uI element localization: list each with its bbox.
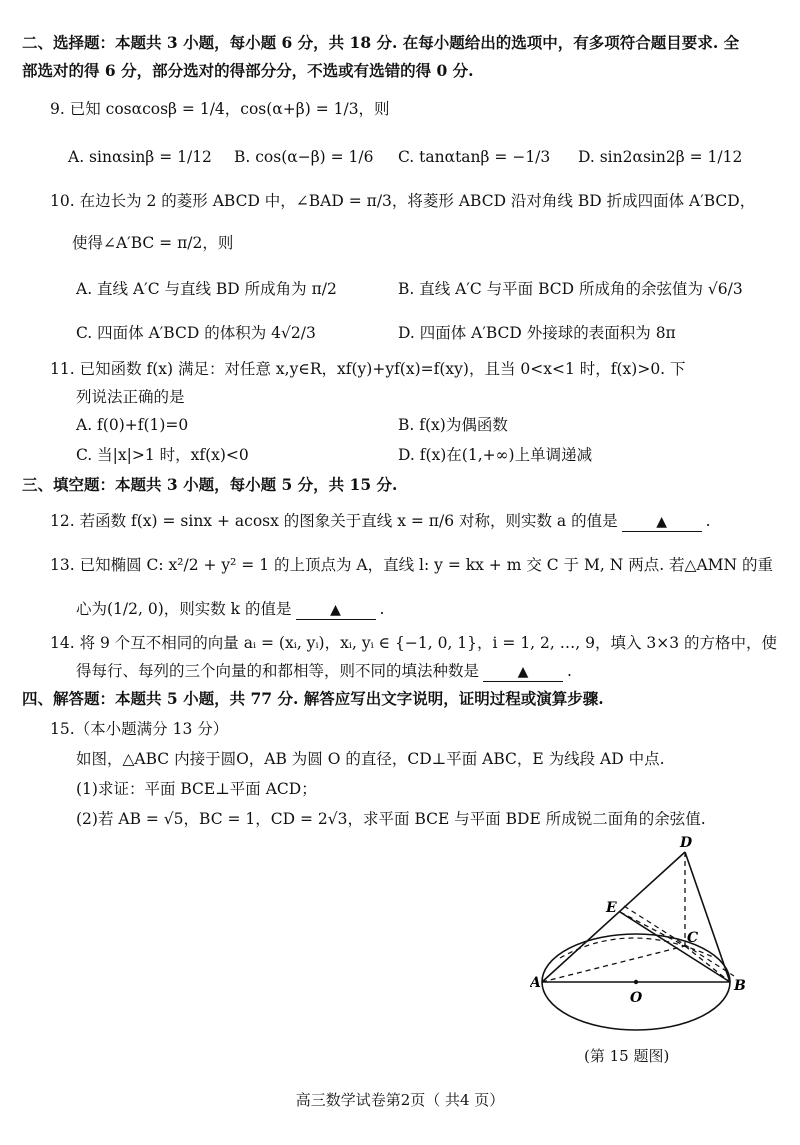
q11-stem-line1: 11. 已知函数 f(x) 满足：对任意 x,y∈R，xf(y)+yf(x)=f(xy)，且当 0<x<1 时，f(x)>0. 下 xyxy=(50,360,686,378)
q12-blank-marker: ▲ xyxy=(656,514,667,530)
q11-option-c: C. 当|x|>1 时，xf(x)<0 xyxy=(76,446,249,464)
q14-line2: 得每行、每列的三个向量的和都相等，则不同的填法种数是 xyxy=(76,662,480,680)
q11-option-a: A. f(0)+f(1)=0 xyxy=(76,416,189,434)
q9-option-b: B. cos(α−β) = 1/6 xyxy=(234,148,374,166)
section4-heading: 四、解答题：本题共 5 小题，共 77 分. 解答应写出文字说明，证明过程或演算步骤. xyxy=(22,689,604,708)
q12-text: 12. 若函数 f(x) = sinx + acosx 的图象关于直线 x = π/6 对称，则实数 a 的值是 xyxy=(50,512,618,530)
q14-line2-wrap xyxy=(76,662,572,682)
q15-title: 15.（本小题满分 13 分） xyxy=(50,720,229,738)
q15-geometry-figure xyxy=(530,830,750,1040)
q12-end: . xyxy=(705,512,711,530)
q12-answer-blank[interactable] xyxy=(622,512,702,532)
label-c: C xyxy=(687,930,699,946)
label-e: E xyxy=(606,900,617,916)
q14-line1: 14. 将 9 个互不相同的向量 aᵢ = (xᵢ, yᵢ)，xᵢ, yᵢ ∈ {−1, 0, 1}，i = 1, 2, …, 9，填入 3×3 的方格中，使 xyxy=(50,634,778,652)
q10-option-c: C. 四面体 A′BCD 的体积为 4√2/3 xyxy=(76,324,316,342)
segment-ed-dashed xyxy=(624,906,734,976)
segment-eb xyxy=(620,912,730,982)
q15-part1: (1)求证：平面 BCE⊥平面 ACD； xyxy=(76,780,317,798)
q11-stem-line2: 列说法正确的是 xyxy=(76,388,185,406)
center-o-point xyxy=(634,980,638,984)
label-d: D xyxy=(680,835,693,851)
section3-heading: 三、填空题：本题共 3 小题，每小题 5 分，共 15 分. xyxy=(22,475,398,494)
section2-heading-line2: 部选对的得 6 分，部分选对的得部分分，不选或有选错的得 0 分. xyxy=(22,61,474,80)
q10-option-b: B. 直线 A′C 与平面 BCD 所成角的余弦值为 √6/3 xyxy=(398,280,743,298)
q9-option-a: A. sinαsinβ = 1/12 xyxy=(68,148,212,166)
q14-answer-blank[interactable] xyxy=(483,662,563,682)
figure-caption: (第 15 题图) xyxy=(584,1047,670,1065)
q14-end: . xyxy=(567,662,572,680)
q13-blank-marker: ▲ xyxy=(330,602,341,618)
q11-option-d: D. f(x)在(1,+∞)上单调递减 xyxy=(398,446,593,464)
q14-blank-marker: ▲ xyxy=(517,664,529,680)
label-a: A xyxy=(530,975,541,991)
q9-stem: 9. 已知 cosαcosβ = 1/4，cos(α+β) = 1/3，则 xyxy=(50,100,390,118)
q13-line2: 心为(1/2, 0)，则实数 k 的值是 xyxy=(76,600,292,618)
q13-end: . xyxy=(379,600,385,618)
segment-ec xyxy=(620,912,685,946)
q9-option-c: C. tanαtanβ = −1/3 xyxy=(398,148,551,166)
q9-option-d: D. sin2αsin2β = 1/12 xyxy=(578,148,743,166)
section2-heading-line1: 二、选择题：本题共 3 小题，每小题 6 分，共 18 分. 在每小题给出的选项中，有多项符合题目要求. 全 xyxy=(22,33,740,52)
label-o: O xyxy=(630,990,643,1006)
q15-part2: (2)若 AB = √5，BC = 1，CD = 2√3，求平面 BCE 与平面 BDE 所成锐二面角的余弦值. xyxy=(76,810,706,828)
q10-stem-line1: 10. 在边长为 2 的菱形 ABCD 中，∠BAD = π/3，将菱形 ABCD 沿对角线 BD 折成四面体 A′BCD， xyxy=(50,192,756,210)
q11-option-b: B. f(x)为偶函数 xyxy=(398,416,508,434)
q15-line1: 如图，△ABC 内接于圆O，AB 为圆 O 的直径，CD⊥平面 ABC，E 为线段 AD 中点. xyxy=(76,750,665,768)
label-b: B xyxy=(734,978,746,994)
q10-stem-line2: 使得∠A′BC = π/2，则 xyxy=(72,234,234,252)
segment-db xyxy=(685,852,730,982)
q10-option-d: D. 四面体 A′BCD 外接球的表面积为 8π xyxy=(398,324,676,342)
page-footer: 高三数学试卷第2页（ 共4 页） xyxy=(295,1091,505,1109)
q13-answer-blank[interactable] xyxy=(296,600,376,620)
q13-line2-wrap xyxy=(76,600,384,620)
q10-option-a: A. 直线 A′C 与直线 BD 所成角为 π/2 xyxy=(76,280,337,298)
q13-line1: 13. 已知椭圆 C: x²/2 + y² = 1 的上顶点为 A，直线 l: y = kx + m 交 C 于 M, N 两点. 若△AMN 的重 xyxy=(50,556,774,574)
segment-ad xyxy=(542,852,685,982)
q12-line xyxy=(50,512,711,532)
